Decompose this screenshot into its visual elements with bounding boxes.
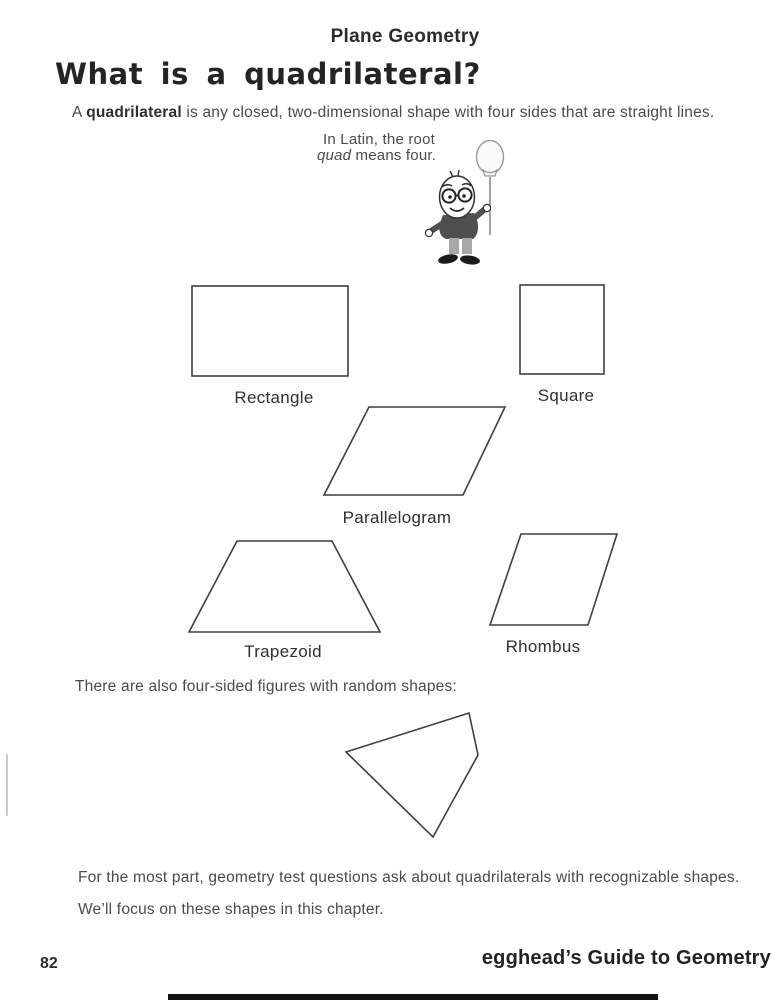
closing-sentence-1: For the most part, geometry test questions ask about quadrilaterals with recognizable shapes. <box>78 869 740 886</box>
parallelogram-figure <box>320 403 510 499</box>
mascot-arm-right <box>472 209 485 220</box>
book-title: egghead’s Guide to Geometry <box>481 947 771 969</box>
mascot-leg <box>462 238 472 254</box>
intro-sentence <box>72 104 714 122</box>
mascot-shoe <box>459 254 480 265</box>
random-shapes-note: There are also four-sided figures with random shapes: <box>75 678 457 695</box>
mascot-shoe <box>437 253 458 266</box>
trapezoid-label: Trapezoid <box>244 642 322 661</box>
mascot-leg <box>449 238 459 254</box>
intro-rest: is any closed, two-dimensional shape with four sides that are straight lines. <box>181 104 715 121</box>
random-quadrilateral-figure <box>342 709 482 841</box>
running-header: Plane Geometry <box>330 26 480 47</box>
bottom-scan-bar <box>168 994 658 1000</box>
mascot-hand-left <box>425 229 432 236</box>
intro-prefix: A <box>72 104 87 121</box>
rhombus-label: Rhombus <box>505 637 581 656</box>
trapezoid-figure <box>185 537 385 637</box>
rectangle-figure <box>191 285 349 377</box>
mascot-hand-right <box>483 204 490 211</box>
page-title: What is a quadrilateral? <box>55 57 481 91</box>
page-number: 82 <box>40 955 58 972</box>
latin-line2-rest: means four. <box>351 146 437 164</box>
closing-sentence-2: We’ll focus on these shapes in this chapter. <box>78 901 384 918</box>
rectangle-label: Rectangle <box>234 388 314 407</box>
balloon-icon <box>477 141 504 236</box>
intro-bold-term: quadrilateral <box>86 104 182 121</box>
latin-note-line2 <box>317 148 436 164</box>
scan-artifact-mark <box>6 754 8 816</box>
rhombus-figure <box>486 530 621 629</box>
square-label: Square <box>537 386 595 405</box>
square-figure <box>519 284 605 375</box>
latin-note-line1: In Latin, the root <box>323 131 436 148</box>
latin-italic-term: quad <box>317 146 352 164</box>
parallelogram-label: Parallelogram <box>342 508 452 527</box>
egghead-mascot-illustration <box>420 135 512 275</box>
latin-note <box>317 132 436 163</box>
